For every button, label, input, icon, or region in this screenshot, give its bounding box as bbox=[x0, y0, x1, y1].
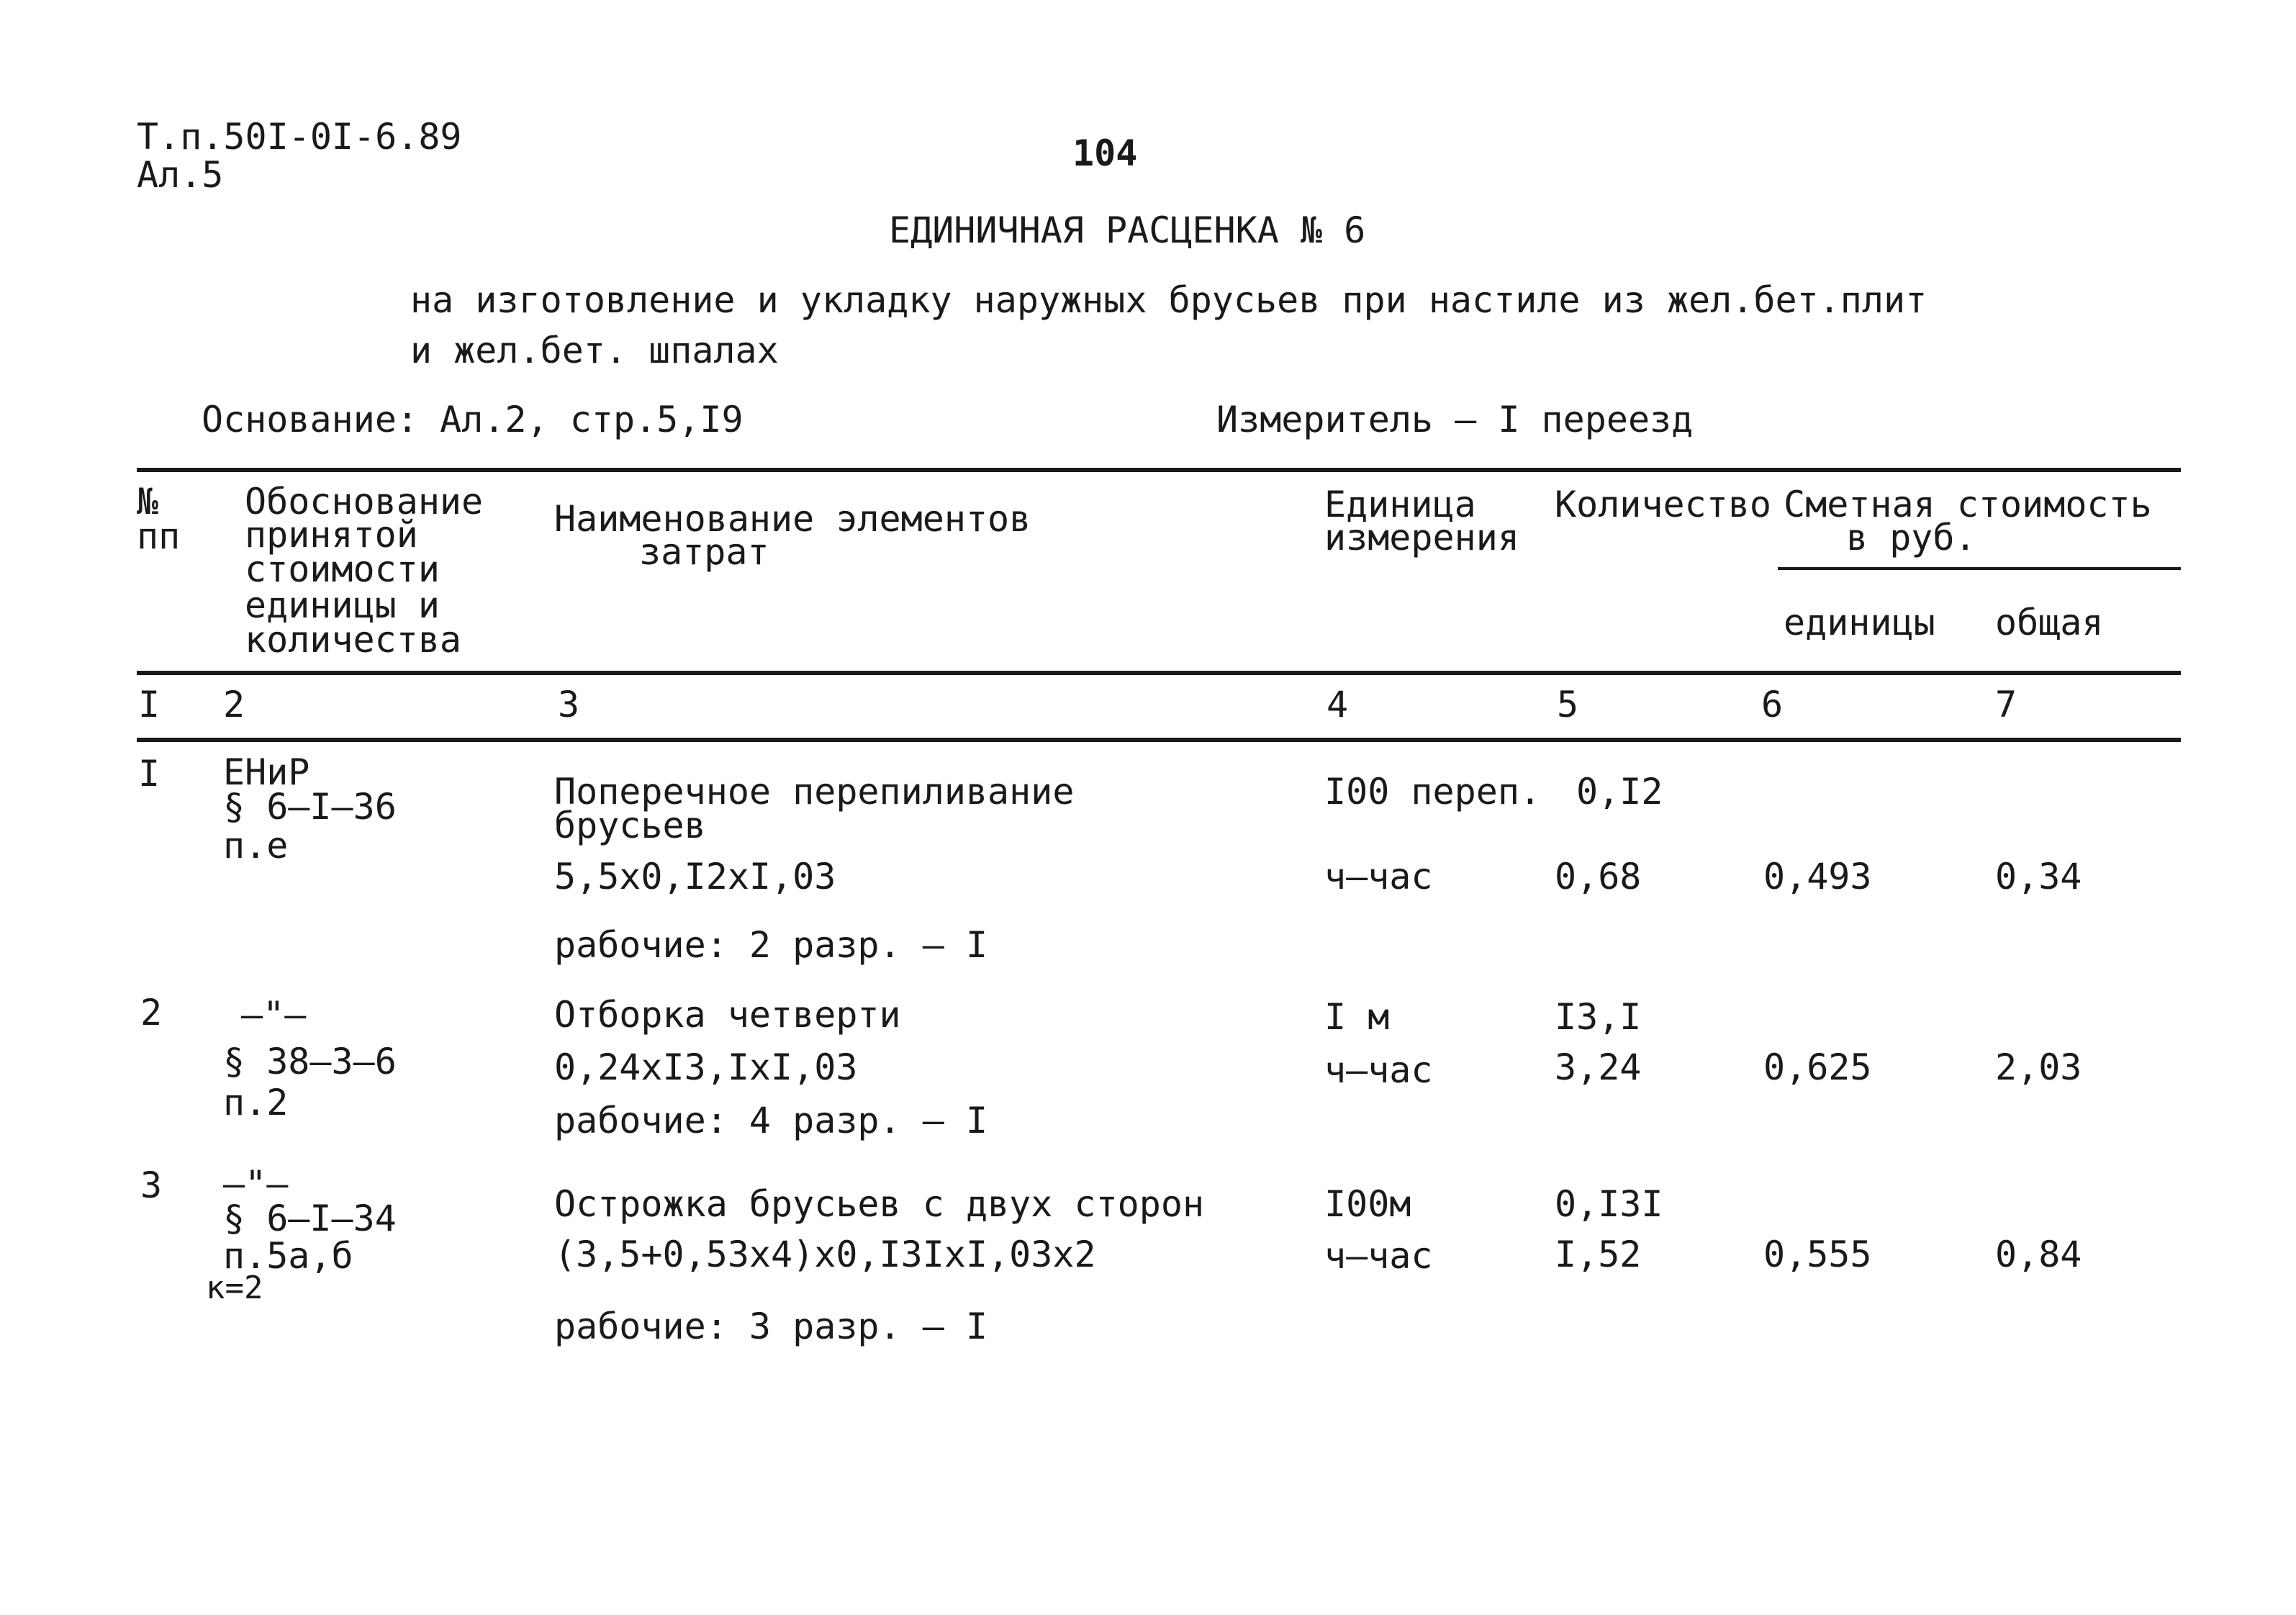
header-basis-4: единицы и bbox=[245, 584, 440, 626]
header-basis-5: количества bbox=[245, 619, 462, 661]
column-number: 5 bbox=[1557, 684, 1579, 725]
row-workers: рабочие: 2 разр. – I bbox=[554, 924, 988, 966]
column-number: 6 bbox=[1761, 684, 1784, 725]
row-name-2: (3,5+0,53х4)х0,I3IхI,03х2 bbox=[554, 1234, 1096, 1275]
row-workers: рабочие: 4 разр. – I bbox=[554, 1100, 988, 1141]
row-number: I bbox=[138, 753, 161, 795]
subtitle-line-2: и жел.бет. шпалах bbox=[410, 330, 779, 371]
subtitle-line-1: на изготовление и укладку наружных брусьев при настиле из жел.бет.плит bbox=[410, 279, 1927, 321]
cost-subheader-rule bbox=[1778, 567, 2181, 570]
row-basis-2: § 6–I–34 bbox=[223, 1198, 397, 1239]
header-unit-1: Единица bbox=[1324, 484, 1476, 525]
column-numbers-rule bbox=[137, 738, 2181, 742]
row-basis-3: п.5а,б bbox=[223, 1235, 353, 1277]
header-unit-2: измерения bbox=[1324, 517, 1519, 558]
header-cost-unit: в руб. bbox=[1846, 517, 1976, 558]
row-basis-3: п.е bbox=[223, 825, 289, 867]
header-cost: Сметная стоимость bbox=[1784, 484, 2152, 525]
row-workers: рабочие: 3 разр. – I bbox=[554, 1306, 988, 1347]
column-number: 2 bbox=[223, 684, 245, 725]
row-name-1: Острожка брусьев с двух сторон bbox=[554, 1183, 1205, 1225]
header-name-2: затрат bbox=[639, 531, 769, 573]
row-quantity-1: 0,I3I bbox=[1555, 1183, 1663, 1225]
row-name-1: Отборка четверти bbox=[554, 994, 901, 1036]
basis-line: Основание: Ал.2, стр.5,I9 bbox=[202, 399, 744, 440]
page-number: 104 bbox=[1072, 132, 1138, 174]
header-basis-3: стоимости bbox=[245, 548, 440, 590]
header-cost-total: общая bbox=[1995, 602, 2104, 643]
row-basis-1: ЕНиР bbox=[223, 751, 310, 793]
row-basis-1: –"– bbox=[241, 994, 307, 1036]
row-basis-1: –"– bbox=[223, 1163, 289, 1205]
row-basis-4: к=2 bbox=[206, 1270, 263, 1306]
row-unit-1: I00м bbox=[1324, 1183, 1411, 1225]
row-quantity-2: 0,68 bbox=[1555, 856, 1642, 897]
row-unit-2: ч–час bbox=[1324, 1049, 1433, 1091]
row-name-2: 0,24хI3,IхI,03 bbox=[554, 1046, 858, 1088]
row-total-cost: 2,03 bbox=[1995, 1046, 2082, 1088]
table-top-rule bbox=[137, 468, 2181, 472]
row-unit-2: ч–час bbox=[1324, 1235, 1433, 1277]
header-bottom-rule bbox=[137, 671, 2181, 675]
row-number: 2 bbox=[140, 992, 163, 1033]
row-basis-2: § 38–3–6 bbox=[223, 1041, 397, 1082]
row-quantity-1: 0,I2 bbox=[1576, 771, 1663, 813]
header-quantity: Количество bbox=[1555, 484, 1772, 525]
row-name-3: 5,5х0,I2хI,03 bbox=[554, 856, 836, 897]
row-unit-2: ч–час bbox=[1324, 856, 1433, 897]
row-unit-cost: 0,625 bbox=[1763, 1046, 1872, 1088]
row-total-cost: 0,34 bbox=[1995, 856, 2082, 897]
row-basis-2: § 6–I–36 bbox=[223, 786, 397, 828]
meter-line: Измеритель – I переезд bbox=[1216, 399, 1694, 440]
row-basis-3: п.2 bbox=[223, 1082, 289, 1123]
header-number-sub: пп bbox=[137, 515, 181, 557]
row-number: 3 bbox=[140, 1164, 163, 1206]
column-number: 4 bbox=[1326, 684, 1349, 725]
row-unit-cost: 0,555 bbox=[1763, 1234, 1872, 1275]
column-number: 3 bbox=[558, 684, 580, 725]
album-number: Ал.5 bbox=[137, 154, 224, 196]
header-name-1: Наименование элементов bbox=[554, 498, 1031, 540]
row-unit-cost: 0,493 bbox=[1763, 856, 1872, 897]
column-number: I bbox=[138, 684, 161, 725]
header-cost-per-unit: единицы bbox=[1784, 602, 1935, 643]
header-basis-2: принятой bbox=[245, 514, 418, 556]
row-quantity-1: I3,I bbox=[1555, 996, 1642, 1038]
column-number: 7 bbox=[1995, 684, 2017, 725]
row-name-1: Поперечное перепиливание bbox=[554, 771, 1075, 813]
row-quantity-2: I,52 bbox=[1555, 1234, 1642, 1275]
row-unit-1: I00 переп. bbox=[1324, 771, 1542, 813]
row-name-2: брусьев bbox=[554, 805, 706, 846]
header-basis-1: Обоснование bbox=[245, 481, 484, 522]
row-unit-1: I м bbox=[1324, 996, 1390, 1038]
document-code: Т.п.50I-0I-6.89 bbox=[137, 116, 462, 158]
row-total-cost: 0,84 bbox=[1995, 1234, 2082, 1275]
document-title: ЕДИНИЧНАЯ РАСЦЕНКА № 6 bbox=[889, 209, 1366, 251]
row-quantity-2: 3,24 bbox=[1555, 1046, 1642, 1088]
header-number: № bbox=[137, 481, 159, 522]
